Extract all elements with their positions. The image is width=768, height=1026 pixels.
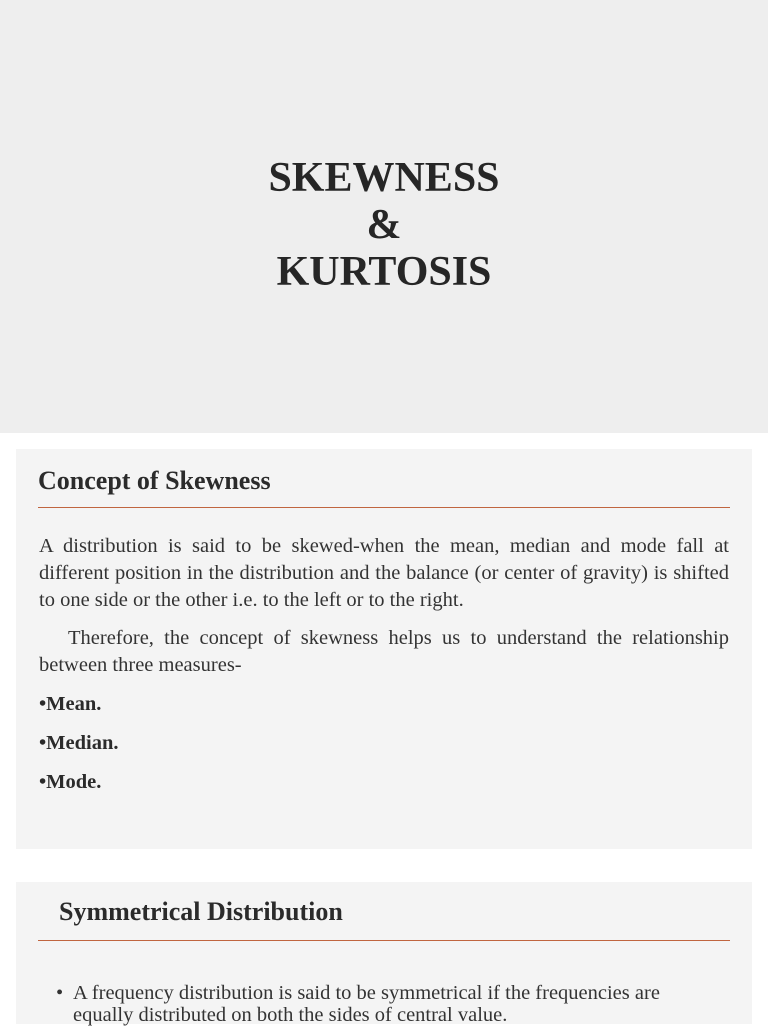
- relationship-paragraph: Therefore, the concept of skewness helps us to understand the relationship between three measures-: [39, 627, 729, 676]
- heading-underline: [38, 507, 730, 508]
- title-line-3: KURTOSIS: [276, 249, 492, 295]
- bullet-mean: •Mean.: [39, 693, 102, 715]
- list-item: [56, 982, 696, 1026]
- heading-underline: [38, 940, 730, 941]
- bullet-mode: •Mode.: [39, 771, 102, 793]
- presentation-title: [0, 155, 768, 296]
- title-slide: [0, 0, 768, 433]
- bullet-median: •Median.: [39, 732, 119, 754]
- title-line-1: SKEWNESS: [268, 155, 500, 201]
- slide-heading: Concept of Skewness: [38, 466, 271, 495]
- bullet-text: A frequency distribution is said to be symmetrical if the frequencies are equally distributed on both the sides of central value.: [73, 982, 660, 1026]
- bullet-marker: •: [56, 982, 64, 1004]
- concept-of-skewness-slide: [16, 449, 752, 849]
- slide-heading: Symmetrical Distribution: [59, 897, 343, 926]
- definition-paragraph: A distribution is said to be skewed-when the mean, median and mode fall at different position in the distribution and the balance (or center of gravity) is shifted to one side or the other i.e. to the left or to the right.: [39, 535, 729, 611]
- symmetrical-distribution-slide: [16, 882, 752, 1024]
- title-line-2: &: [366, 202, 402, 248]
